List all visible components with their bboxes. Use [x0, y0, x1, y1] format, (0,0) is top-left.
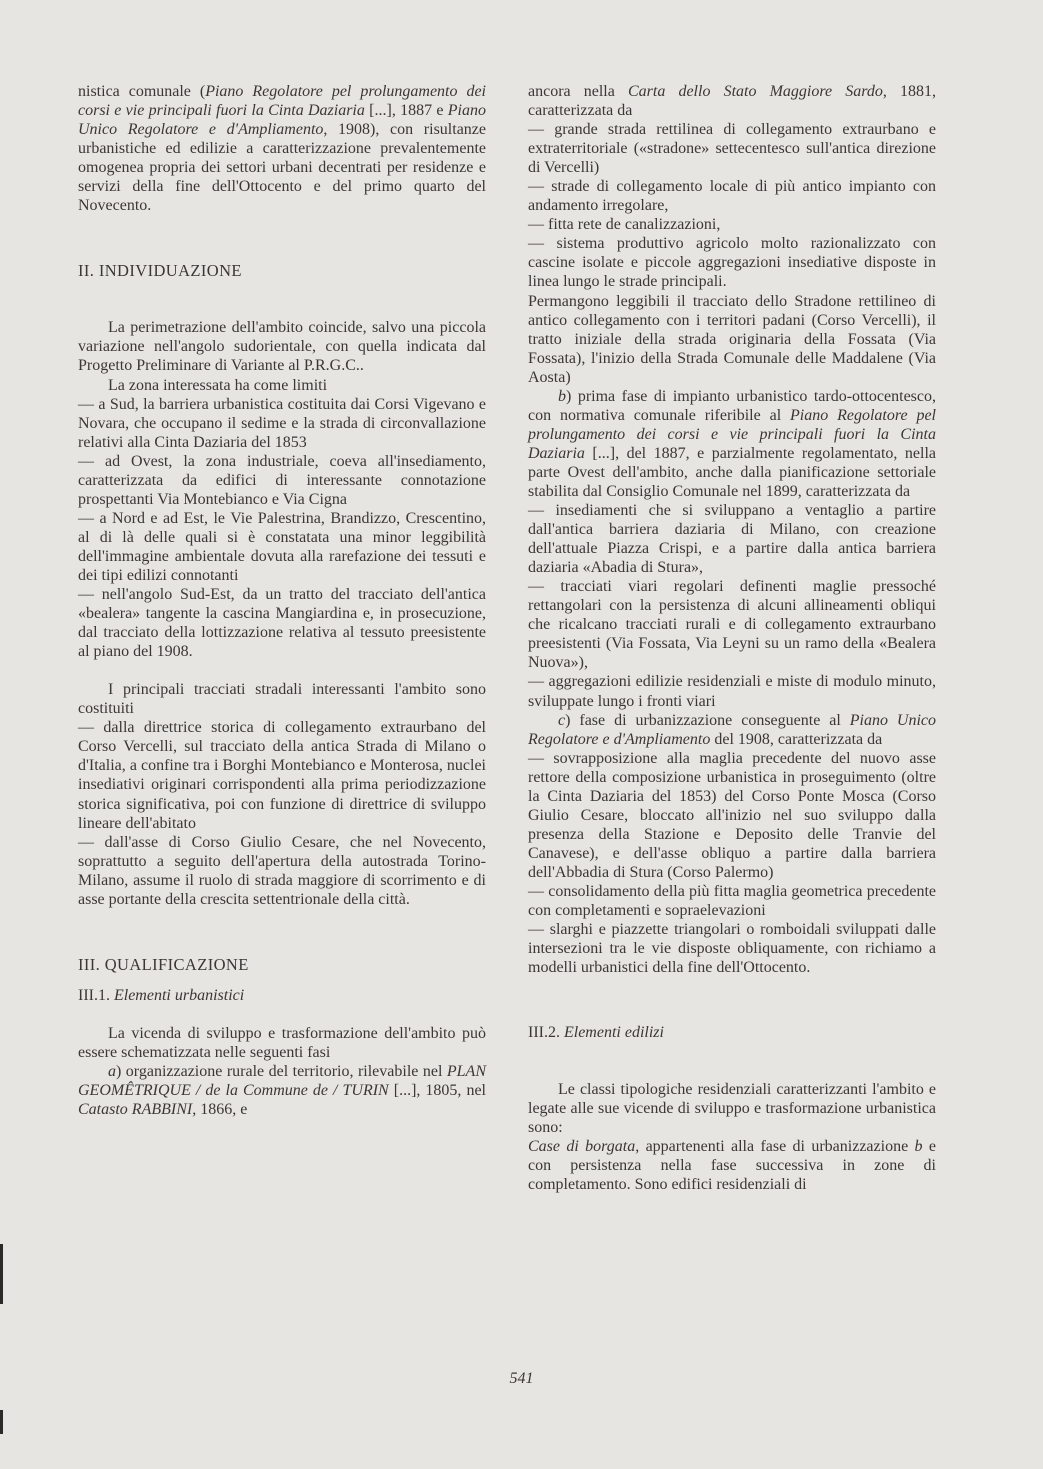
paragraph: ancora nella Carta dello Stato Maggiore Sardo, 1881, caratterizzata da: [528, 83, 937, 120]
left-column: [78, 82, 486, 1119]
list-item: — dall'asse di Corso Giulio Cesare, che nel Novecento, soprattutto a seguito dell'apertura della autostrada Torino-Milano, assume il ruolo di strada maggiore di scorrimento e di asse portante della crescita settentrionale della città.: [78, 833, 486, 909]
paragraph: La zona interessata ha come limiti: [108, 376, 328, 394]
list-item: — fitta rete de canalizzazioni,: [528, 215, 936, 234]
page-number: 541: [509, 1370, 534, 1387]
scan-edge-mark: [0, 1410, 3, 1434]
list-item: — a Nord e ad Est, le Vie Palestrina, Brandizzo, Crescentino, al di là delle quali si è constatata una minor leggibilità dell'immagine ambientale dovuta alla rarefazione dei tessuti e dei tipi edilizi connotanti: [78, 509, 486, 585]
list-item: — insediamenti che si sviluppano a ventaglio a partire dall'antica barriera daziaria di Milano, con creazione dell'attuale Piazza Crispi, e a partire dalla antica barriera daziaria «Abadia di Stura»,: [528, 501, 936, 577]
paragraph: I principali tracciati stradali interessanti l'ambito sono costituiti: [78, 681, 486, 718]
list-item: — sistema produttivo agricolo molto razionalizzato con cascine isolate e piccole aggregazioni insediative disposte in linea lungo le strade principali.: [528, 234, 936, 291]
subsection-heading-iii-2: III.2. Elementi edilizi: [528, 1024, 664, 1042]
section-heading-iii: III. QUALIFICAZIONE: [78, 954, 249, 974]
list-item: — slarghi e piazzette triangolari o romboidali sviluppati dalle intersezioni tra le vie disposte obliquamente, con richiamo a modelli urbanistici della fine dell'Ottocento.: [528, 920, 936, 977]
list-item: — dalla direttrice storica di collegamento extraurbano del Corso Vercelli, sul tracciato della antica Strada di Milano o d'Italia, a confine tra i Borghi Montebianco e Monterosa, nuclei insediativi originari corrispondenti alla prima periodizzazione storica significativa, poi con funzione di direttrice di sviluppo lineare dell'abitato: [78, 718, 486, 832]
list-item: — nell'angolo Sud-Est, da un tratto del tracciato dell'antica «bealera» tangente la cascina Mangiardina e, in prosecuzione, dal tracciato della lottizzazione relativa al tessuto preesistente al piano del 1908.: [78, 585, 486, 661]
paragraph: La vicenda di sviluppo e trasformazione dell'ambito può essere schematizzata nelle seguenti fasi: [78, 1024, 486, 1061]
paragraph: La perimetrazione dell'ambito coincide, salvo una piccola variazione nell'angolo sudorientale, con quella indicata dal Progetto Preliminare di Variante al P.R.G.C..: [78, 319, 486, 375]
paragraph-phase-c: c) fase di urbanizzazione conseguente al Piano Unico Regolatore e d'Ampliamento del 1908, caratterizzata da: [528, 711, 936, 748]
paragraph-phase-b: b) prima fase di impianto urbanistico tardo-ottocentesco, con normativa comunale riferibile al Piano Regolatore pel prolungamento dei corsi e vie principali fuori la Cinta Daziaria [...], del 1887, e parzialmente regolamentato, nella parte Ovest dell'ambito, anche dalla pianificazione settoriale stabilita dal Consiglio Comunale nel 1899, caratterizzata da: [528, 387, 936, 500]
list-item: — sovrapposizione alla maglia precedente del nuovo asse rettore della composizione urbanistica in proseguimento (oltre la Cinta Daziaria del 1853) del Corso Ponte Mosca (Corso Giulio Cesare, bloccato all'inizio nel suo sviluppo dalla presenza della Stazione e Deposito delle Tranvie del Canavese), e dell'asse obliquo a partire dalla barriera dell'Abbadia di Stura (Corso Palermo): [528, 749, 936, 882]
list-item: — grande strada rettilinea di collegamento extraurbano e extraterritoriale («stradone» settecentesco sull'antica direzione di Vercelli): [528, 120, 936, 177]
paragraph: nistica comunale (Piano Regolatore pel prolungamento dei corsi e vie principali fuori la Cinta Daziaria [...], 1887 e Piano Unico Regolatore e d'Ampliamento, 1908), con risultanze urbanistiche ed edilizie a caratterizzazione prevalentemente omogenea propria dei settori urbani decentrati per residenze e servizi della fine dell'Ottocento e del primo quarto del Novecento.: [78, 83, 486, 215]
list-item: — tracciati viari regolari definenti maglie pressoché rettangolari con la persistenza di alcuni allineamenti obliqui che ricalcano tracciati rurali e di collegamento extraurbano preesistenti (Via Fossata, Via Leyni su un ramo della «Bealera Nuova»),: [528, 577, 936, 672]
list-item: — ad Ovest, la zona industriale, coeva all'insediamento, caratterizzata da edifici di interessante connotazione prospettanti Via Montebianco e Via Cigna: [78, 452, 486, 509]
paragraph: Permangono leggibili il tracciato dello Stradone rettilineo di antico collegamento con i territori padani (Corso Vercelli), il tratto iniziale della strada originaria della Fossata (Via Fossata), l'inizio della Strada Comunale delle Maddalene (Via Aosta): [528, 292, 936, 386]
paragraph: Le classi tipologiche residenziali caratterizzanti l'ambito e legate alle sue vicende di sviluppo e trasformazione urbanistica sono:: [528, 1081, 936, 1137]
right-column: [528, 82, 936, 1195]
paragraph-phase-a: a) organizzazione rurale del territorio, rilevabile nel PLAN GEOMÊTRIQUE / de la Commune de / TURIN [...], 1805, nel Catasto RABBINI, 1866, e: [78, 1062, 487, 1119]
subsection-heading-iii-1: III.1. Elementi urbanistici: [78, 986, 245, 1004]
list-item: — consolidamento della più fitta maglia geometrica precedente con completamenti e sopraelevazioni: [528, 882, 936, 920]
list-item: — a Sud, la barriera urbanistica costituita dai Corsi Vigevano e Novara, che occupano il sedime e la strada di circonvallazione relativi alla Cinta Daziaria del 1853: [78, 395, 486, 452]
list-item: — aggregazioni edilizie residenziali e miste di modulo minuto, sviluppate lungo i fronti viari: [528, 672, 936, 710]
paragraph: Case di borgata, appartenenti alla fase di urbanizzazione b e con persistenza nella fase successiva in zone di completamento. Sono edifici residenziali di: [528, 1138, 936, 1194]
scan-edge-mark: [0, 1244, 3, 1304]
section-heading-ii: II. INDIVIDUAZIONE: [78, 261, 242, 281]
list-item: — strade di collegamento locale di più antico impianto con andamento irregolare,: [528, 177, 936, 215]
